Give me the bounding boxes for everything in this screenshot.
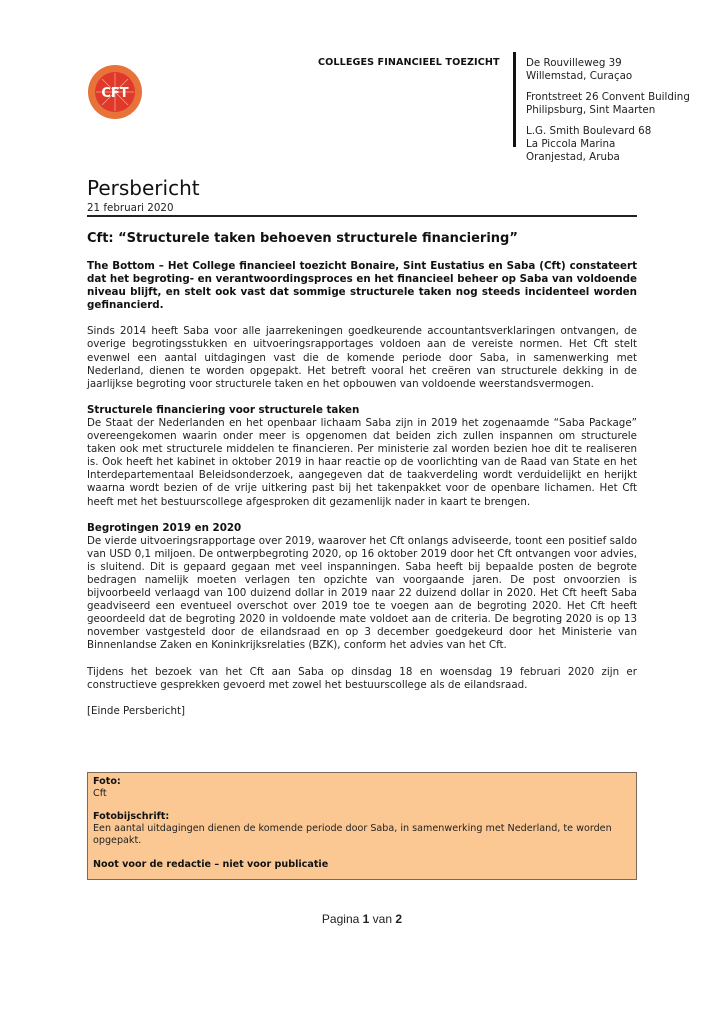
total-pages: 2: [395, 912, 403, 926]
paragraph: Tijdens het bezoek van het Cft aan Saba op dinsdag 18 en woensdag 19 februari 2020 zijn er constructieve gesprekken gevoerd met zowel het bestuurscollege als de eilandsraad.: [87, 665, 637, 691]
page-separator: van: [372, 912, 393, 926]
section-heading: Begrotingen 2019 en 2020: [87, 521, 242, 534]
lead-paragraph: The Bottom – Het College financieel toezicht Bonaire, Sint Eustatius en Saba (Cft) constateert dat het begroting- en verantwoordingsproces en het financieel beheer op Saba van voldoende niveau blijft, en stelt ook vast dat sommige structurele taken nog steeds incidenteel worden gefinancierd.: [87, 260, 637, 312]
headline: Cft: “Structurele taken behoeven structurele financiering”: [87, 231, 518, 246]
editor-note: Noot voor de redactie – niet voor publicatie: [93, 858, 329, 870]
address-line: Philipsburg, Sint Maarten: [526, 103, 656, 116]
address-sint-maarten: [526, 91, 690, 116]
end-marker: [Einde Persbericht]: [87, 704, 186, 717]
address-line: L.G. Smith Boulevard 68: [526, 125, 652, 138]
logo-text: CFT: [101, 86, 129, 101]
document-title: Persbericht: [87, 176, 200, 200]
address-line: De Rouvilleweg 39: [526, 57, 622, 69]
address-curacao: [526, 57, 690, 82]
page-prefix: Pagina: [321, 912, 360, 926]
current-page: 1: [362, 912, 370, 926]
section-heading: Structurele financiering voor structurele taken: [87, 403, 360, 416]
photo-label: Foto:: [93, 776, 121, 787]
header-divider: [513, 52, 516, 147]
title-divider: [87, 215, 637, 217]
address-line: Frontstreet 26 Convent Building: [526, 91, 690, 104]
paragraph: De Staat der Nederlanden en het openbaar lichaam Saba zijn in 2019 het zogenaamde “Saba Package” overeengekomen waarin onder meer is opgenomen dat beiden zich zullen inspannen om structurele taken ook met structurele middelen te financieren. Per ministerie zal worden bezien hoe dit te realiseren is. Ook heeft het kabinet in oktober 2019 in haar reactie op de voorlichting van de Raad van State en het Interdepartementaal Beleidsonderzoek, aangegeven dat de taakverdeling wordt verduidelijkt en herijkt waarna wordt bezien of de vrije uitkering past bij het takenpakket voor de openbare lichamen. Het Cft heeft met het bestuurscollege afgesproken dit gezamenlijk nader in kaart te brengen.: [87, 416, 637, 508]
address-line: Willemstad, Curaçao: [526, 69, 633, 82]
page-number: [0, 912, 724, 926]
cft-logo: [87, 64, 143, 120]
caption-label: Fotobijschrift:: [93, 811, 170, 823]
address-line: La Piccola Marina: [526, 137, 616, 150]
paragraph: De vierde uitvoeringsrapportage over 2019, waarover het Cft onlangs adviseerde, toont een positief saldo van USD 0,1 miljoen. De ontwerpbegroting 2020, op 16 oktober 2019 door het Cft ontvangen voor advies, is sluitend. Dit is gepaard gegaan met veel inspanningen. Saba heeft bij bepaalde posten de begrote bedragen namelijk moeten verlagen ten opzichte van voorgaande jaren. De post onvoorzien is bijvoorbeeld verlaagd van 100 duizend dollar in 2019 naar 22 duizend dollar in 2020. Het Cft heeft Saba geadviseerd een eventueel overschot over 2019 toe te voegen aan de begroting 2020. Het Cft heeft geoordeeld dat de begroting 2020 in voldoende mate voldoet aan de criteria. De begroting 2020 is op 13 november vastgesteld door de eilandsraad en op 3 december goedgekeurd door het Ministerie van Binnenlandse Zaken en Koninkrijksrelaties (BZK), conform het advies van het Cft.: [87, 534, 637, 652]
address-block: [526, 57, 690, 172]
document-body: [87, 260, 637, 731]
organization-name: COLLEGES FINANCIEEL TOEZICHT: [318, 57, 500, 68]
caption-value: Een aantal uitdagingen dienen de komende periode door Saba, in samenwerking met Nederland, te worden opgepakt.: [93, 823, 612, 846]
photo-value: Cft: [93, 787, 107, 799]
editor-note-box: [87, 772, 637, 880]
address-aruba: [526, 125, 690, 163]
address-line: Oranjestad, Aruba: [526, 150, 620, 163]
paragraph: Sinds 2014 heeft Saba voor alle jaarrekeningen goedkeurende accountantsverklaringen ontvangen, de overige begrotingsstukken en uitvoeringsrapportages voldoen aan de vereiste normen. Het Cft stelt evenwel een aantal uitdagingen vast die de komende periode door Saba, in samenwerking met Nederland, dienen te worden opgepakt. Het betreft vooral het creëren van structurele dekking in de jaarlijkse begroting voor structurele taken en het opbouwen van voldoende weerstandsvermogen.: [87, 325, 637, 390]
document-date: 21 februari 2020: [87, 202, 174, 214]
